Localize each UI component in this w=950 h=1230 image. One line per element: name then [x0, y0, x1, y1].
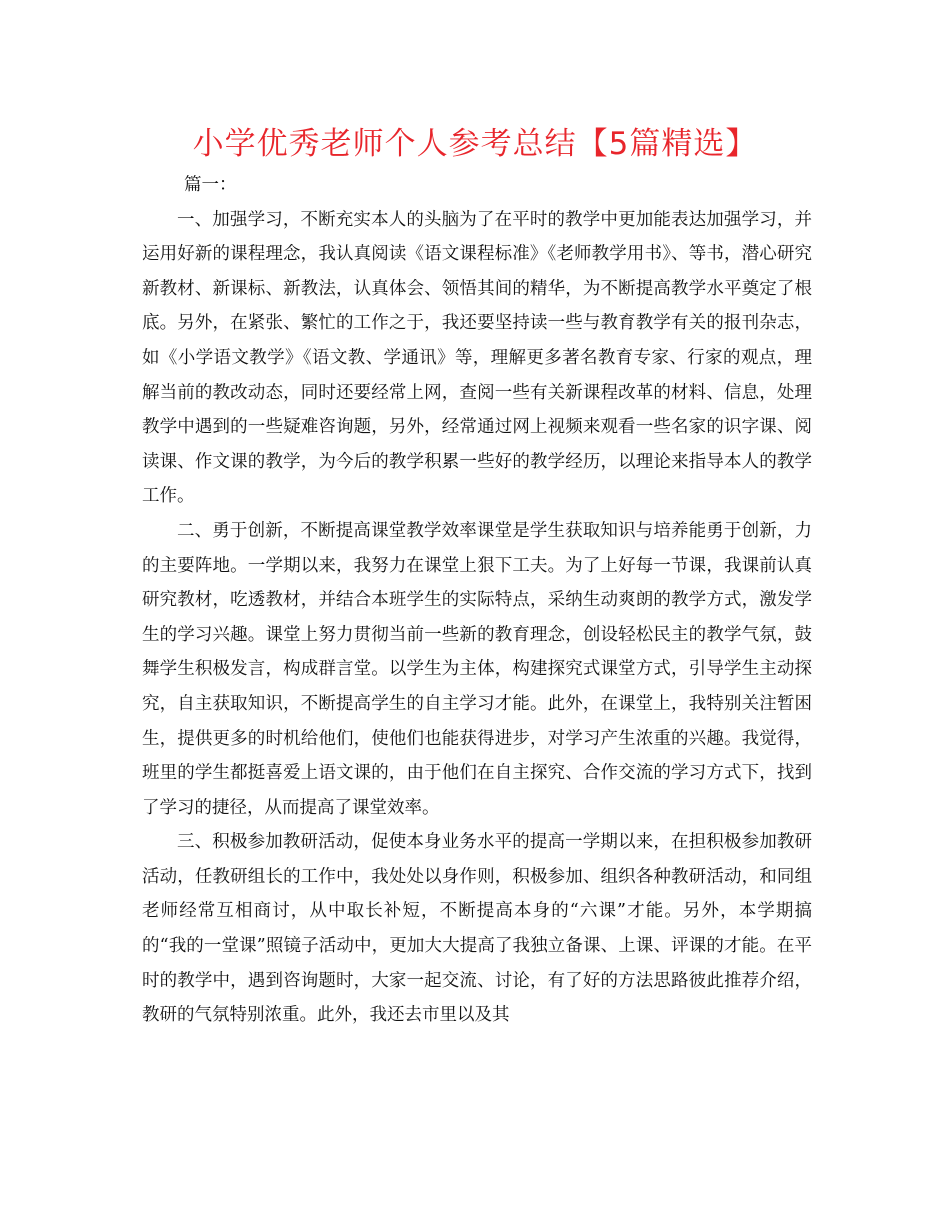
section-label: 篇一： [184, 175, 237, 195]
document-title: 小学优秀老师个人参考总结【5篇精选】 [192, 126, 758, 162]
document-body [142, 168, 812, 1033]
paragraph-3: 三、积极参加教研活动，促使本身业务水平的提高一学期以来，在担积极参加教研活动，任教研组长的工作中，我处处以身作则，积极参加、组织各种教研活动，和同组老师经常互相商讨，从中取长补短，不断提高本身的“六课”才能。另外，本学期搞的“我的一堂课”照镜子活动中，更加大大提高了我独立备课、上课、评课的才能。在平时的教学中，遇到咨询题时，大家一起交流、讨论，有了好的方法思路彼此推荐介绍，教研的气氛特别浓重。此外，我还去市里以及其 [142, 832, 812, 1026]
paragraph-2: 二、勇于创新，不断提高课堂教学效率课堂是学生获取知识与培养能勇于创新，力的主要阵地。一学期以来，我努力在课堂上狠下工夫。为了上好每一节课，我课前认真研究教材，吃透教材，并结合本班学生的实际特点，采纳生动爽朗的教学方式，激发学生的学习兴趣。课堂上努力贯彻当前一些新的教育理念，创设轻松民主的教学气氛，鼓舞学生积极发言，构成群言堂。以学生为主体，构建探究式课堂方式，引导学生主动探究，自主获取知识，不断提高学生的自主学习才能。此外，在课堂上，我特别关注暂困生，提供更多的时机给他们，使他们也能获得进步，对学习产生浓重的兴趣。我觉得，班里的学生都挺喜爱上语文课的，由于他们在自主探究、合作交流的学习方式下，找到了学习的捷径，从而提高了课堂效率。 [142, 520, 812, 818]
paragraph-1: 一、加强学习，不断充实本人的头脑为了在平时的教学中更加能表达加强学习，并运用好新的课程理念，我认真阅读《语文课程标准》《老师教学用书》、等书，潜心研究新教材、新课标、新教法，认真体会、领悟其间的精华，为不断提高教学水平奠定了根底。另外，在紧张、繁忙的工作之于，我还要坚持读一些与教育教学有关的报刊杂志，如《小学语文教学》《语文教、学通讯》等，理解更多著名教育专家、行家的观点，理解当前的教改动态，同时还要经常上网，查阅一些有关新课程改革的材料、信息，处理教学中遇到的一些疑难咨询题，另外，经常通过网上视频来观看一些名家的识字课、阅读课、作文课的教学，为今后的教学积累一些好的教学经历，以理论来指导本人的教学工作。 [142, 209, 812, 507]
